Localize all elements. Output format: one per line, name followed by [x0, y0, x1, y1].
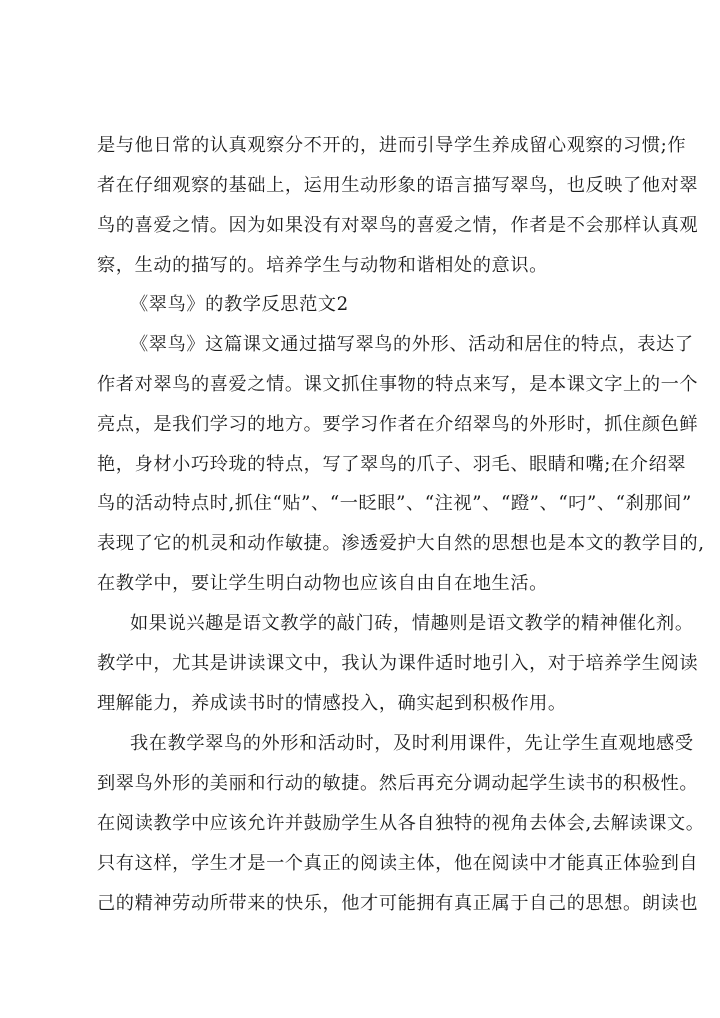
body-text-line: 如果说兴趣是语文教学的敲门砖，情趣则是语文教学的精神催化剂。	[130, 613, 694, 634]
body-text-line: 亮点，是我们学习的地方。要学习作者在介绍翠鸟的外形时，抓住颜色鲜	[97, 414, 699, 435]
body-text-line: 鸟的活动特点时,抓住“贴”、“一眨眼”、“注视”、“蹬”、“叼”、“刹那间”	[97, 493, 692, 514]
body-text-line: 是与他日常的认真观察分不开的，进而引导学生养成留心观察的习惯;作	[97, 135, 687, 156]
body-text-line: 察，生动的描写的。培养学生与动物和谐相处的意识。	[97, 255, 548, 276]
body-text-line: 《翠鸟》这篇课文通过描写翠鸟的外形、活动和居住的特点，表达了	[130, 334, 694, 355]
body-text-line: 艳，身材小巧玲珑的特点，写了翠鸟的爪子、羽毛、眼睛和嘴;在介绍翠	[97, 454, 687, 475]
body-text-line: 作者对翠鸟的喜爱之情。课文抓住事物的特点来写，是本课文字上的一个	[97, 374, 699, 395]
body-text-line: 己的精神劳动所带来的快乐，他才可能拥有真正属于自己的思想。朗读也	[97, 893, 699, 914]
section-heading: 《翠鸟》的教学反思范文2	[130, 294, 349, 315]
body-text-line: 教学中，尤其是讲读课文中，我认为课件适时地引入，对于培养学生阅读	[97, 653, 699, 674]
body-text-line: 只有这样，学生才是一个真正的阅读主体，他在阅读中才能真正体验到自	[97, 853, 699, 874]
body-text-line: 在阅读教学中应该允许并鼓励学生从各自独特的视角去体会,去解读课文。	[97, 813, 705, 834]
body-text-line: 我在教学翠鸟的外形和活动时，及时利用课件，先让学生直观地感受	[130, 733, 694, 754]
body-text-line: 理解能力，养成读书时的情感投入，确实起到积极作用。	[97, 693, 567, 714]
body-text-line: 表现了它的机灵和动作敏捷。渗透爱护大自然的思想也是本文的教学目的,	[97, 533, 705, 554]
body-text-line: 到翠鸟外形的美丽和行动的敏捷。然后再充分调动起学生读书的积极性。	[97, 773, 699, 794]
body-text-line: 者在仔细观察的基础上，运用生动形象的语言描写翠鸟，也反映了他对翠	[97, 175, 699, 196]
body-text-line: 鸟的喜爱之情。因为如果没有对翠鸟的喜爱之情，作者是不会那样认真观	[97, 215, 699, 236]
body-text-line: 在教学中，要让学生明白动物也应该自由自在地生活。	[97, 573, 548, 594]
